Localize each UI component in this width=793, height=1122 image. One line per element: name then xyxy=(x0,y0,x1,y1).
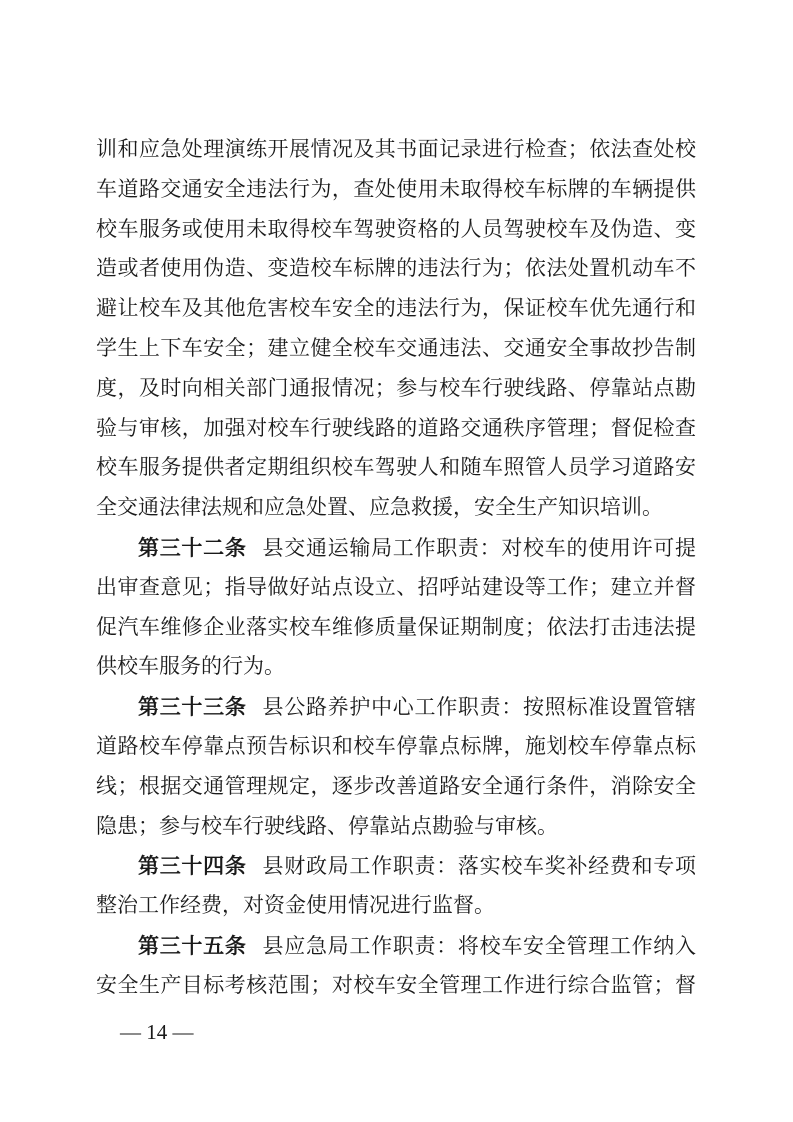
article-heading: 第三十二条 xyxy=(138,534,247,560)
page-number: — 14 — xyxy=(120,1020,194,1044)
text-line: 验与审核，加强对校车行驶线路的道路交通秩序管理；督促检查 xyxy=(96,415,696,440)
text-line: 线；根据交通管理规定，逐步改善道路安全通行条件，消除安全 xyxy=(96,773,696,798)
text-line xyxy=(96,846,696,886)
article-text: 县公路养护中心工作职责：按照标准设置管辖 xyxy=(262,695,697,720)
article-text: 县交通运输局工作职责：对校车的使用许可提 xyxy=(262,535,697,560)
article-heading: 第三十四条 xyxy=(138,853,247,879)
text-line: 校车服务提供者定期组织校车驾驶人和随车照管人员学习道路安 xyxy=(96,455,696,480)
text-line: 促汽车维修企业落实校车维修质量保证期制度；依法打击违法提 xyxy=(96,614,696,639)
text-line: 车道路交通安全违法行为，查处使用未取得校车标牌的车辆提供 xyxy=(96,176,696,201)
text-line xyxy=(96,687,696,727)
article-heading: 第三十五条 xyxy=(138,932,247,958)
text-line: 训和应急处理演练开展情况及其书面记录进行检查；依法查处校 xyxy=(96,137,696,161)
article-heading: 第三十三条 xyxy=(138,694,247,720)
paragraph-continued xyxy=(96,130,696,528)
article-35 xyxy=(96,926,696,1006)
text-line: 全交通法律法规和应急处置、应急救援，安全生产知识培训。 xyxy=(96,495,663,520)
article-text: 县应急局工作职责：将校车安全管理工作纳入 xyxy=(262,933,697,958)
text-line: 安全生产目标考核范围；对校车安全管理工作进行综合监管；督 xyxy=(96,972,696,997)
text-line: 道路校车停靠点预告标识和校车停靠点标牌，施划校车停靠点标 xyxy=(96,733,696,758)
text-line: 避让校车及其他危害校车安全的违法行为，保证校车优先通行和 xyxy=(96,296,696,321)
text-line xyxy=(96,528,696,568)
text-line: 造或者使用伪造、变造校车标牌的违法行为；依法处置机动车不 xyxy=(96,256,696,281)
article-32 xyxy=(96,528,696,687)
text-line: 隐患；参与校车行驶线路、停靠站点勘验与审核。 xyxy=(96,813,558,838)
text-line: 学生上下车安全；建立健全校车交通违法、交通安全事故抄告制 xyxy=(96,335,696,360)
document-body xyxy=(96,130,696,1006)
article-33 xyxy=(96,687,696,846)
text-line: 整治工作经费，对资金使用情况进行监督。 xyxy=(96,893,495,918)
text-line xyxy=(96,926,696,966)
article-34 xyxy=(96,846,696,926)
article-text: 县财政局工作职责：落实校车奖补经费和专项 xyxy=(262,854,697,879)
text-line: 校车服务或使用未取得校车驾驶资格的人员驾驶校车及伪造、变 xyxy=(96,216,696,241)
text-line: 度，及时向相关部门通报情况；参与校车行驶线路、停靠站点勘 xyxy=(96,375,696,400)
text-line: 出审查意见；指导做好站点设立、招呼站建设等工作；建立并督 xyxy=(96,574,696,599)
text-line: 供校车服务的行为。 xyxy=(96,654,285,679)
